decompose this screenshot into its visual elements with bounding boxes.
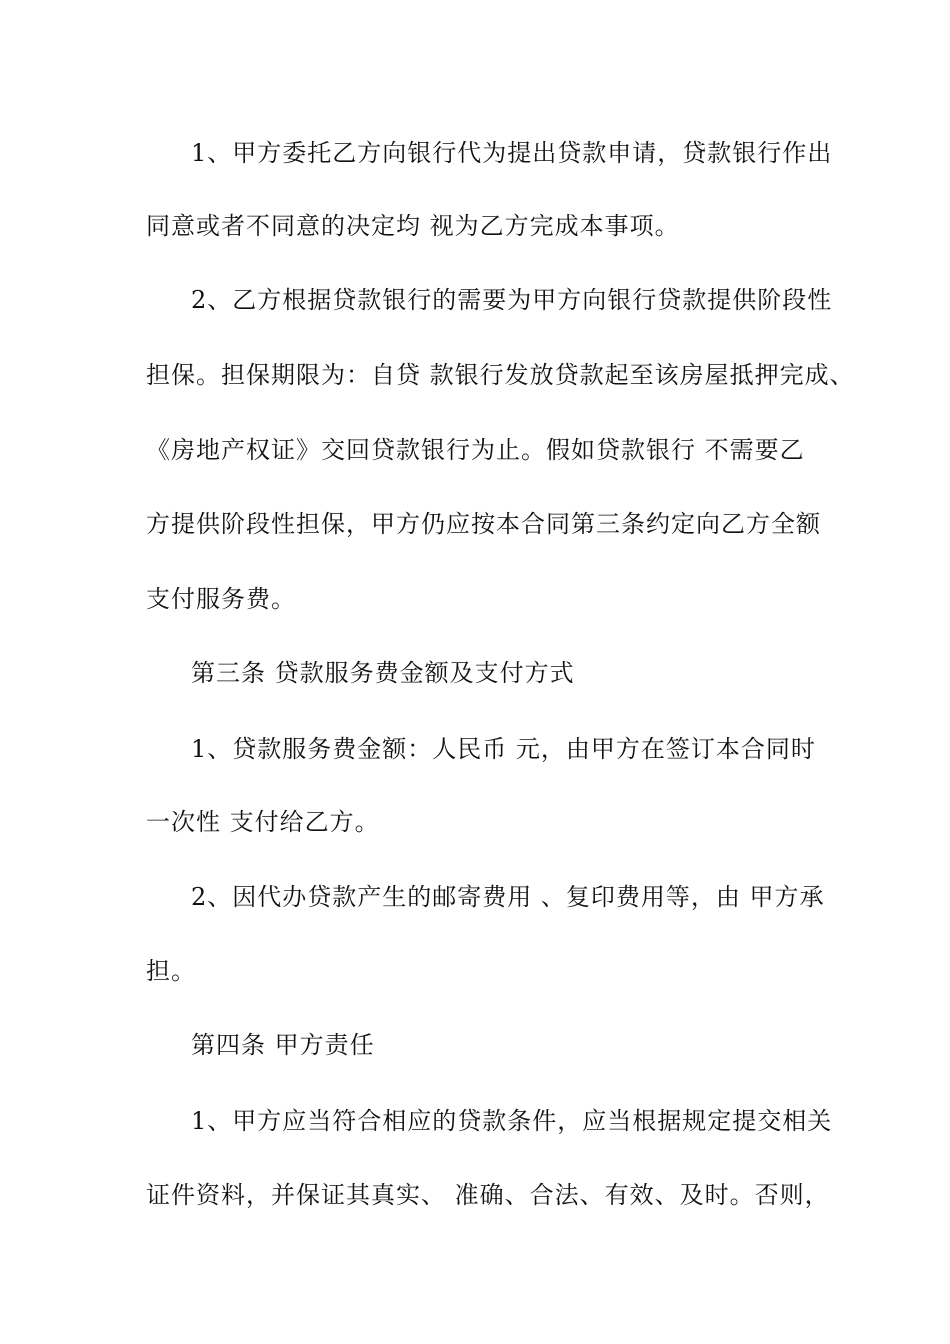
section-heading: 第四条 甲方责任 (191, 1031, 375, 1059)
paragraph-line: 《房地产权证》交回贷款银行为止。假如贷款银行 不需要乙 (146, 436, 805, 464)
paragraph-line: 同意或者不同意的决定均 视为乙方完成本事项。 (146, 212, 680, 240)
paragraph-line: 1、甲方应当符合相应的贷款条件，应当根据规定提交相关 (191, 1107, 833, 1135)
paragraph-line: 1、贷款服务费金额：人民币 元，由甲方在签订本合同时 (191, 735, 816, 763)
paragraph-line: 支付服务费。 (146, 585, 296, 613)
paragraph-line: 1、甲方委托乙方向银行代为提出贷款申请，贷款银行作出 (191, 139, 833, 167)
paragraph-line: 一次性 支付给乙方。 (146, 808, 380, 836)
paragraph-line: 方提供阶段性担保，甲方仍应按本合同第三条约定向乙方全额 (146, 510, 821, 538)
paragraph-line: 2、乙方根据贷款银行的需要为甲方向银行贷款提供阶段性 (191, 286, 833, 314)
paragraph-line: 证件资料，并保证其真实、 准确、合法、有效、及时。否则， (146, 1181, 830, 1209)
paragraph-line: 2、因代办贷款产生的邮寄费用 、复印费用等，由 甲方承 (191, 883, 825, 911)
paragraph-line: 担保。担保期限为：自贷 款银行发放贷款起至该房屋抵押完成、 (146, 361, 855, 389)
paragraph-line: 担。 (146, 957, 196, 985)
section-heading: 第三条 贷款服务费金额及支付方式 (191, 659, 575, 687)
